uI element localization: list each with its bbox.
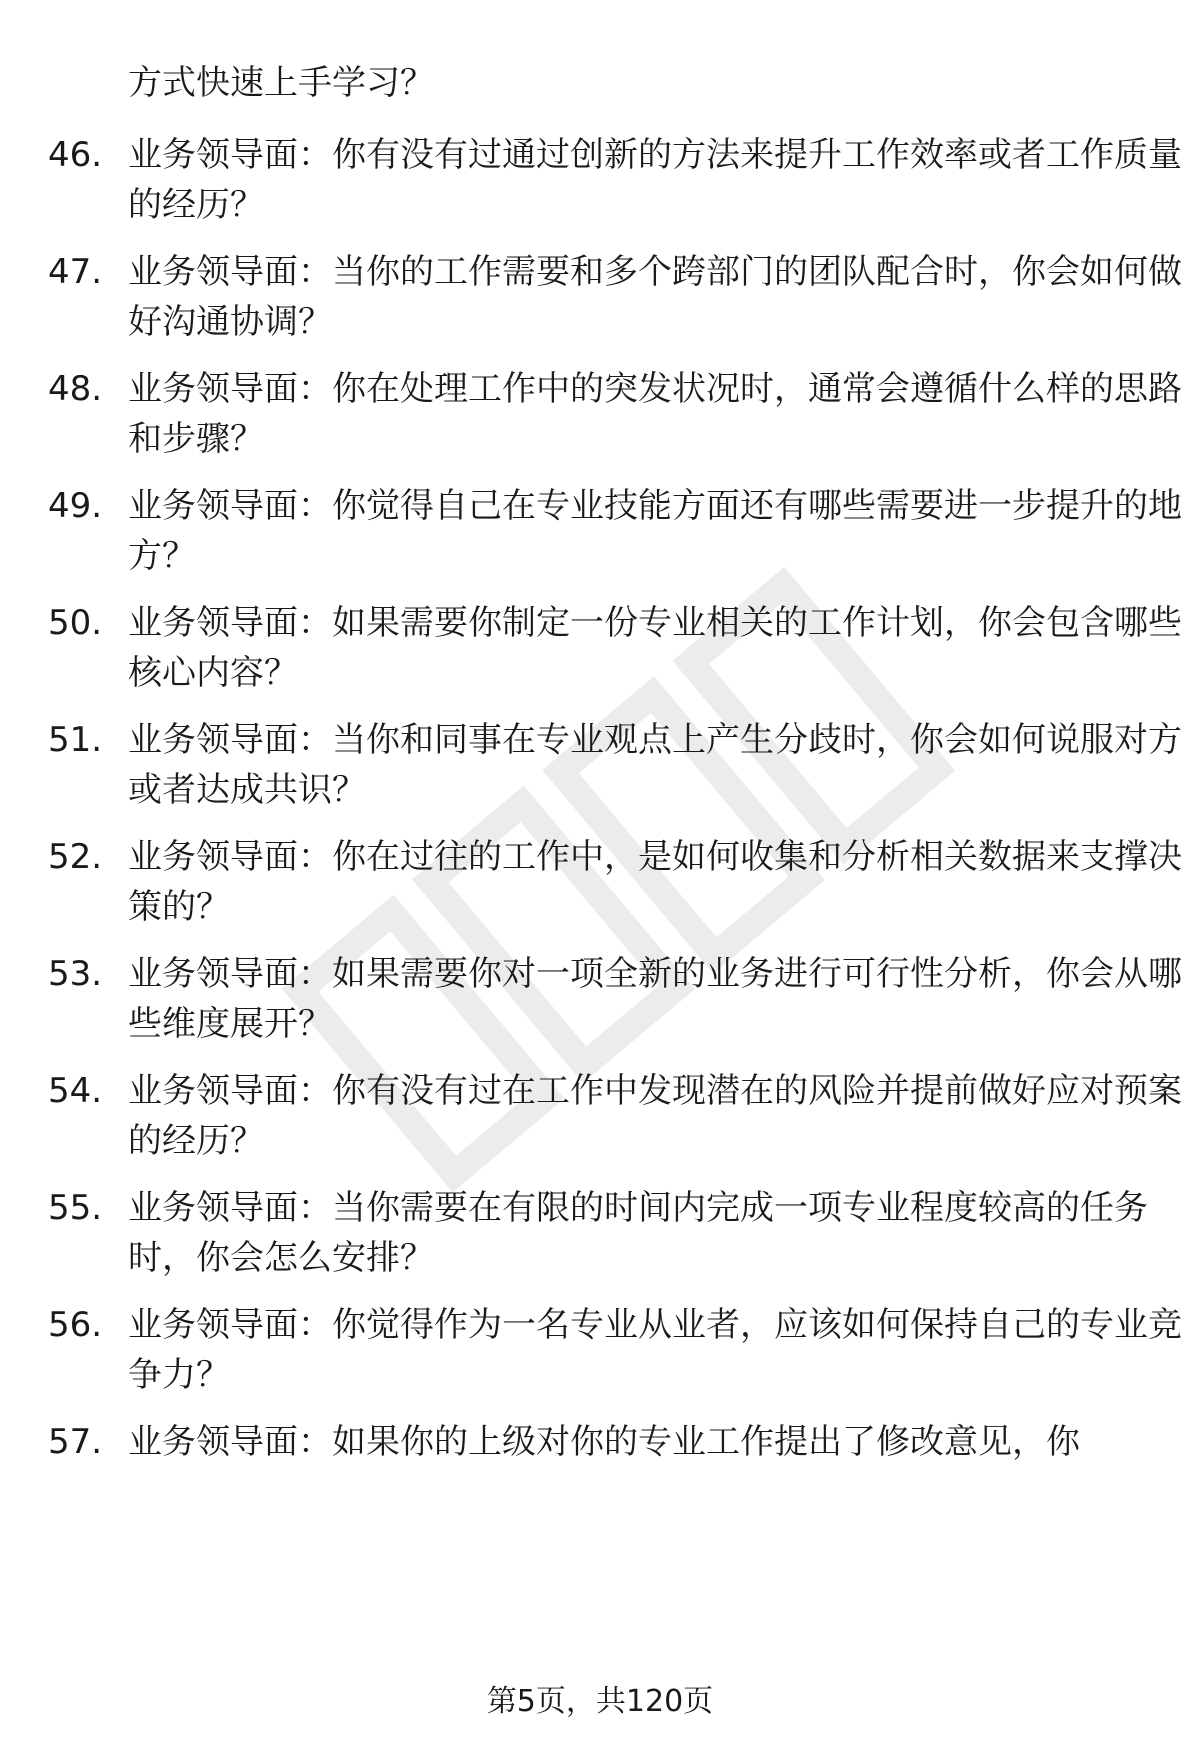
question-number: 57.	[48, 1422, 103, 1462]
question-number: 46.	[48, 135, 103, 175]
question-text: 业务领导面：你有没有过通过创新的方法来提升工作效率或者工作质量的经历？	[128, 135, 1182, 225]
continued-question-text: 方式快速上手学习？	[128, 63, 434, 103]
question-text: 业务领导面：如果需要你对一项全新的业务进行可行性分析，你会从哪些维度展开？	[128, 954, 1182, 1044]
question-text: 业务领导面：你在过往的工作中，是如何收集和分析相关数据来支撑决策的？	[128, 837, 1182, 927]
question-text: 业务领导面：你在处理工作中的突发状况时，通常会遵循什么样的思路和步骤？	[128, 369, 1182, 459]
question-text: 业务领导面：当你和同事在专业观点上产生分歧时，你会如何说服对方或者达成共识？	[128, 720, 1182, 810]
question-number: 50.	[48, 603, 103, 643]
question-number: 54.	[48, 1071, 103, 1111]
question-number: 53.	[48, 954, 103, 994]
question-number: 55.	[48, 1188, 103, 1228]
question-number: 56.	[48, 1305, 103, 1345]
question-number: 51.	[48, 720, 103, 760]
question-text: 业务领导面：当你需要在有限的时间内完成一项专业程度较高的任务时，你会怎么安排？	[128, 1188, 1148, 1278]
question-text: 业务领导面：你有没有过在工作中发现潜在的风险并提前做好应对预案的经历？	[128, 1071, 1182, 1161]
question-number: 47.	[48, 252, 103, 292]
question-text: 业务领导面：你觉得作为一名专业从业者，应该如何保持自己的专业竞争力？	[128, 1305, 1182, 1395]
page-number-footer: 第5页，共120页	[486, 1684, 714, 1719]
question-number: 49.	[48, 486, 103, 526]
question-text: 业务领导面：如果需要你制定一份专业相关的工作计划，你会包含哪些核心内容？	[128, 603, 1182, 693]
question-text: 业务领导面：如果你的上级对你的专业工作提出了修改意见，你	[128, 1422, 1080, 1462]
question-number: 52.	[48, 837, 103, 877]
question-number: 48.	[48, 369, 103, 409]
question-text: 业务领导面：当你的工作需要和多个跨部门的团队配合时，你会如何做好沟通协调？	[128, 252, 1182, 342]
question-text: 业务领导面：你觉得自己在专业技能方面还有哪些需要进一步提升的地方？	[128, 486, 1182, 576]
